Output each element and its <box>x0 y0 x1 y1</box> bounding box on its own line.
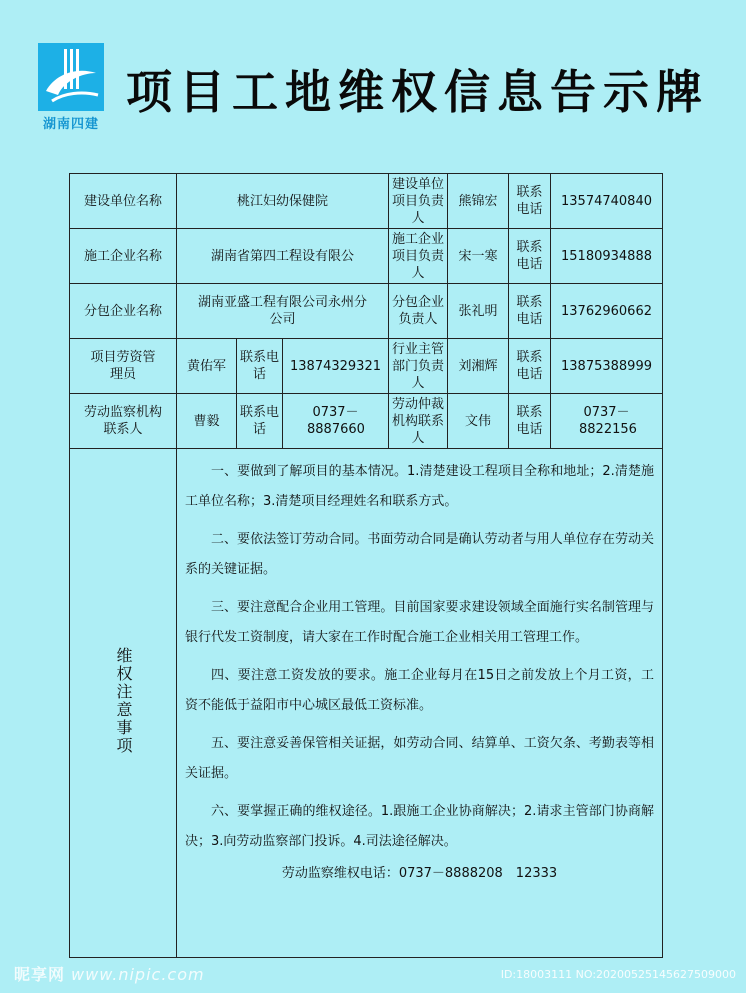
tel-label: 联系电话 <box>509 284 551 339</box>
person-name: 文伟 <box>448 394 509 449</box>
responsible-label: 分包企业负责人 <box>389 284 448 339</box>
tel-label: 联系电话 <box>237 339 283 394</box>
phone-number: 13762960662 <box>551 284 663 339</box>
phone-number: 13875388999 <box>551 339 663 394</box>
responsible-label: 劳动仲裁机构联系人 <box>389 394 448 449</box>
notes-row <box>70 449 663 958</box>
phone-number: 13574740840 <box>551 174 663 229</box>
row-label-text: 项目劳资管理员 <box>90 350 156 382</box>
watermark-url: www.nipic.com <box>71 965 205 984</box>
note-item: 四、要注意工资发放的要求。施工企业每月在15日之前发放上个月工资，工资不能低于益阳市中心城区最低工资标准。 <box>185 668 655 713</box>
unit-name-text: 湖南亚盛工程有限公司永州分公司 <box>198 295 368 327</box>
logo-text: 湖南四建 <box>42 117 99 132</box>
logo-mark-icon <box>38 43 104 111</box>
note-item: 五、要注意妥善保管相关证据，如劳动合同、结算单、工资欠条、考勤表等相关证据。 <box>185 736 655 781</box>
responsible-label: 施工企业项目负责人 <box>389 229 448 284</box>
tel-label: 联系电话 <box>509 229 551 284</box>
notes-list <box>185 457 654 885</box>
note-item: 六、要掌握正确的维权途径。1.跟施工企业协商解决；2.请求主管部门协商解决；3.向劳动监察部门投诉。4.司法途径解决。 <box>185 804 655 849</box>
row-label: 建设单位名称 <box>70 174 177 229</box>
phone-number-text: 0737－8822156 <box>579 405 637 437</box>
row-label-text: 劳动监察机构联系人 <box>83 405 162 437</box>
company-logo <box>38 43 104 132</box>
table-row <box>70 284 663 339</box>
table-row <box>70 394 663 449</box>
person-name: 黄佑军 <box>177 339 237 394</box>
notes-label-cell <box>70 449 177 958</box>
note-item: 一、要做到了解项目的基本情况。1.清楚建设工程项目全称和地址；2.清楚施工单位名称；3.清楚项目经理姓名和联系方式。 <box>185 464 655 509</box>
responsible-label: 建设单位项目负责人 <box>389 174 448 229</box>
table-row <box>70 229 663 284</box>
tel-label: 联系电话 <box>237 394 283 449</box>
note-item: 二、要依法签订劳动合同。书面劳动合同是确认劳动者与用人单位存在劳动关系的关键证据。 <box>185 532 655 577</box>
person-name: 张礼明 <box>448 284 509 339</box>
person-name: 熊锦宏 <box>448 174 509 229</box>
phone-number-text: 0737－8887660 <box>307 405 365 437</box>
info-table <box>69 173 663 958</box>
unit-name <box>177 284 389 339</box>
tel-label: 联系电话 <box>509 174 551 229</box>
person-name: 宋一寒 <box>448 229 509 284</box>
watermark <box>14 962 205 985</box>
table-row <box>70 174 663 229</box>
note-item: 三、要注意配合企业用工管理。目前国家要求建设领域全面施行实名制管理与银行代发工资制度，请大家在工作时配合施工企业相关用工管理工作。 <box>185 600 655 645</box>
hotline: 劳动监察维权电话：0737－8888208 12333 <box>281 866 558 881</box>
image-id: ID:18003111 NO:20200525145627509000 <box>500 968 736 981</box>
phone-number <box>283 394 389 449</box>
notes-cell <box>177 449 663 958</box>
row-label: 分包企业名称 <box>70 284 177 339</box>
tel-label: 联系电话 <box>509 394 551 449</box>
phone-number: 13874329321 <box>283 339 389 394</box>
responsible-label: 行业主管部门负责人 <box>389 339 448 394</box>
tel-label: 联系电话 <box>509 339 551 394</box>
page-title: 项目工地维权信息告示牌 <box>126 65 709 119</box>
phone-number <box>551 394 663 449</box>
row-label: 施工企业名称 <box>70 229 177 284</box>
row-label <box>70 394 177 449</box>
unit-name: 湖南省第四工程设有限公 <box>177 229 389 284</box>
table-row <box>70 339 663 394</box>
watermark-text: 昵享网 <box>14 965 66 984</box>
row-label <box>70 339 177 394</box>
person-name: 刘湘辉 <box>448 339 509 394</box>
person-name: 曹毅 <box>177 394 237 449</box>
phone-number: 15180934888 <box>551 229 663 284</box>
notes-label: 维权注意事项 <box>114 646 133 755</box>
unit-name: 桃江妇幼保健院 <box>177 174 389 229</box>
